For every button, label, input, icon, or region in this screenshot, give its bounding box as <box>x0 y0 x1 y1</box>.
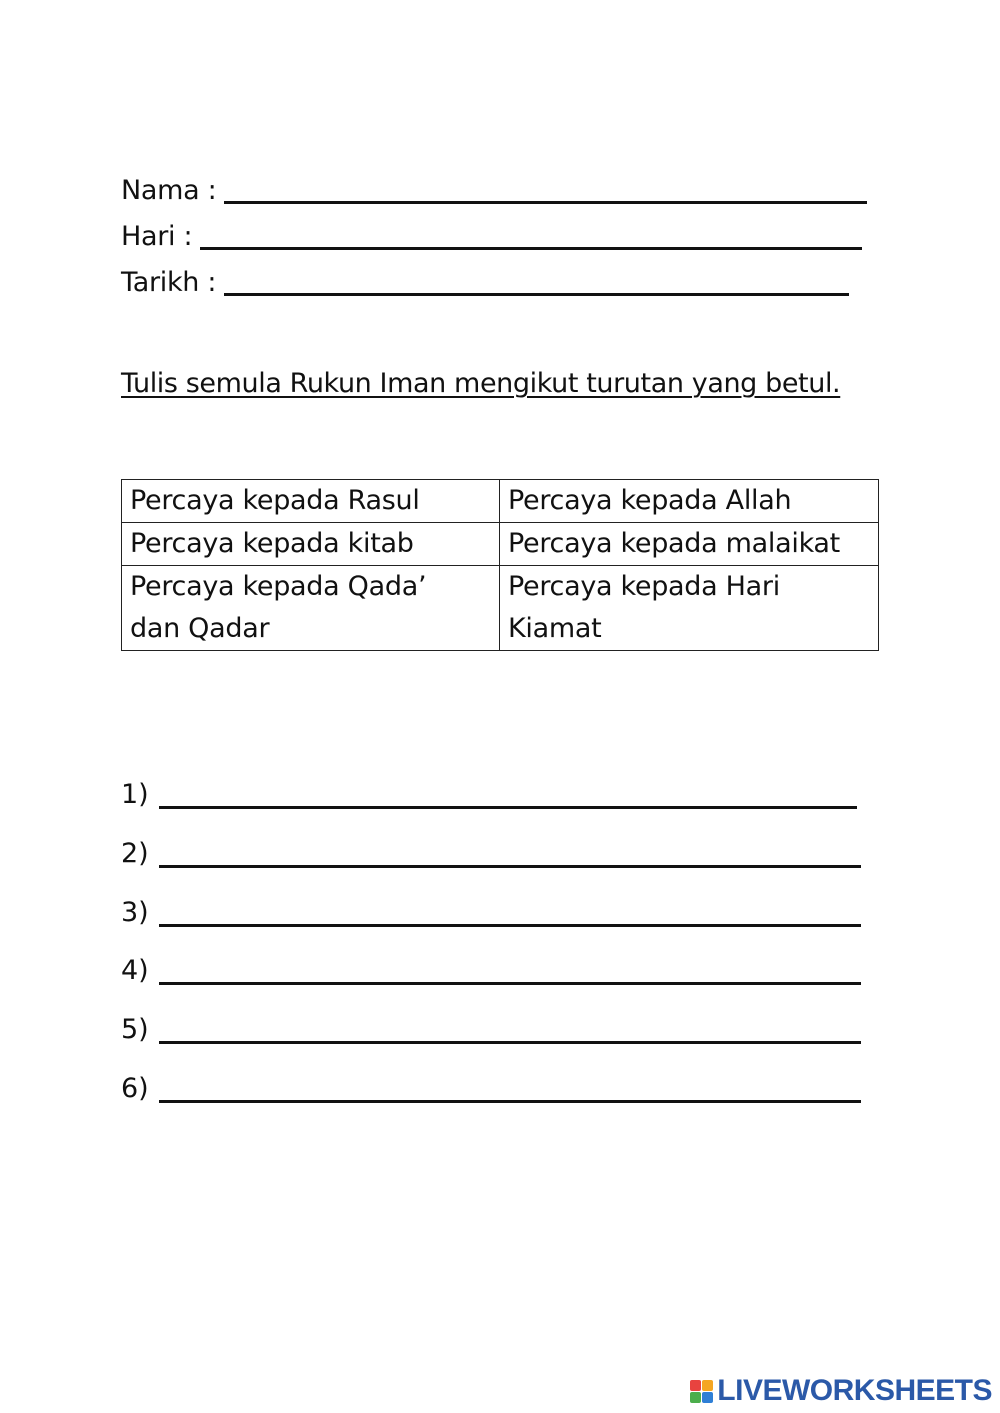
liveworksheets-logo-icon <box>690 1380 713 1403</box>
logo-square <box>690 1380 701 1391</box>
name-field[interactable] <box>121 168 867 208</box>
instruction-text: Tulis semula Rukun Iman mengikut turutan yang betul. <box>121 368 841 399</box>
day-line[interactable] <box>200 246 862 250</box>
answer-line[interactable] <box>159 805 857 809</box>
answer-line[interactable] <box>159 1099 861 1103</box>
date-label: Tarikh : <box>121 267 217 298</box>
table-row <box>122 566 879 651</box>
answer-line[interactable] <box>159 1040 861 1044</box>
day-field[interactable] <box>121 214 862 254</box>
answer-number: 5) <box>121 1014 149 1045</box>
brand-name: LIVEWORKSHEETS <box>717 1374 992 1407</box>
table-row <box>122 523 879 566</box>
table-cell: Percaya kepada Rasul <box>122 480 500 523</box>
table-cell: Percaya kepada malaikat <box>500 523 879 566</box>
answer-number: 2) <box>121 838 149 869</box>
logo-square <box>702 1392 713 1403</box>
date-line[interactable] <box>224 292 849 296</box>
table-cell: Percaya kepada Allah <box>500 480 879 523</box>
name-line[interactable] <box>224 200 867 204</box>
answer-number: 3) <box>121 897 149 928</box>
answer-row-4[interactable] <box>121 948 861 988</box>
answer-row-6[interactable] <box>121 1066 861 1106</box>
table-row <box>122 480 879 523</box>
date-field[interactable] <box>121 260 849 300</box>
answer-line[interactable] <box>159 923 861 927</box>
answer-row-5[interactable] <box>121 1007 861 1047</box>
table-cell: Percaya kepada kitab <box>122 523 500 566</box>
answer-row-2[interactable] <box>121 831 861 871</box>
answer-number: 4) <box>121 955 149 986</box>
table-cell: Percaya kepada Hari Kiamat <box>500 566 879 651</box>
logo-square <box>690 1392 701 1403</box>
answer-line[interactable] <box>159 864 861 868</box>
answer-line[interactable] <box>159 981 861 985</box>
name-label: Nama : <box>121 175 217 206</box>
answer-row-3[interactable] <box>121 890 861 930</box>
answer-row-1[interactable] <box>121 772 857 812</box>
logo-square <box>702 1380 713 1391</box>
liveworksheets-brand <box>690 1375 992 1407</box>
choices-table <box>121 479 879 651</box>
answer-number: 1) <box>121 779 149 810</box>
answer-number: 6) <box>121 1073 149 1104</box>
table-cell: Percaya kepada Qada’ dan Qadar <box>122 566 500 651</box>
day-label: Hari : <box>121 221 193 252</box>
